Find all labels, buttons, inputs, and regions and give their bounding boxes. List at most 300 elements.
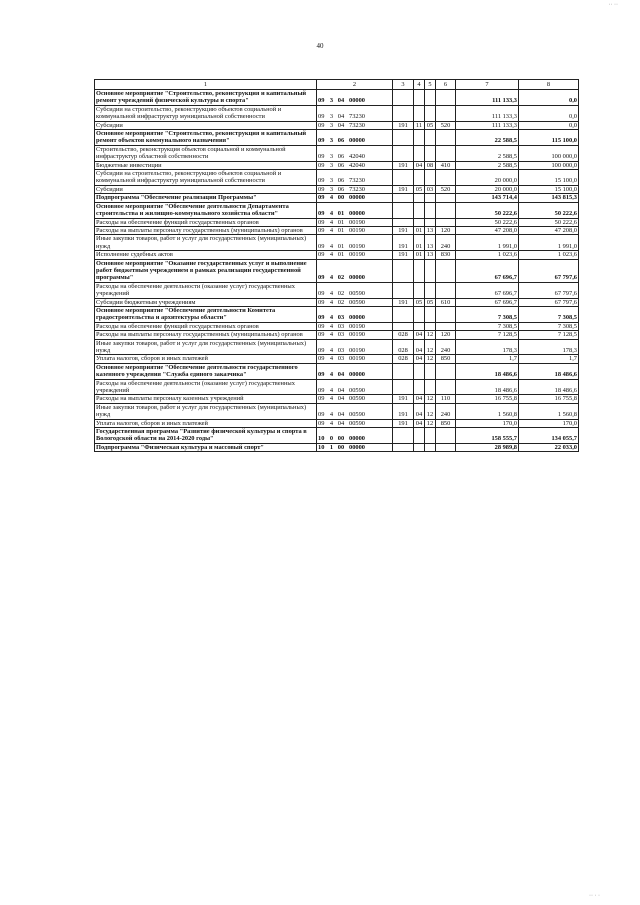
row-value-2: 0,0	[519, 105, 579, 121]
row-kosgu	[436, 322, 456, 330]
code-part: 4	[329, 290, 334, 298]
row-value-2: 67 797,6	[519, 259, 579, 282]
row-vr: 028	[393, 355, 414, 363]
code-part: 03	[337, 347, 345, 354]
row-pr	[425, 322, 436, 330]
row-name: Бюджетные инвестиции	[95, 161, 317, 169]
row-value-2: 7 308,5	[519, 322, 579, 330]
row-name: Иные закупки товаров, работ и услуг для государственных (муниципальных) нужд	[95, 235, 317, 251]
row-name: Расходы на выплаты персоналу казенных учреждений	[95, 395, 317, 403]
row-name: Основное мероприятие "Обеспечение деятельности государственного казенного учреждения "Служба единого заказчика"	[95, 363, 317, 379]
code-part: 09	[318, 97, 325, 105]
row-value-2: 15 100,0	[519, 185, 579, 193]
code-part: 01	[337, 226, 345, 234]
row-pr	[425, 218, 436, 226]
code-part: 00	[337, 435, 345, 443]
code-part: 00590	[349, 387, 365, 395]
row-kosgu: 520	[436, 121, 456, 129]
code-part: 4	[329, 226, 334, 234]
row-kosgu	[436, 379, 456, 395]
row-name: Основное мероприятие "Оказание государственных услуг и выполнение работ бюджетным учреждением в рамках реализации государственной программы"	[95, 259, 317, 282]
row-vr: 191	[393, 235, 414, 251]
code-part: 4	[329, 314, 334, 322]
row-name: Подпрограмма "Физическая культура и массовый спорт"	[95, 443, 317, 451]
row-value-2: 67 797,6	[519, 282, 579, 298]
row-value-1: 1 560,8	[456, 403, 519, 419]
row-rz: 04	[414, 339, 425, 355]
row-value-2: 1 023,6	[519, 251, 579, 259]
code-part: 00590	[349, 411, 365, 419]
row-name: Основное мероприятие "Обеспечение деятельности Департамента строительства и жилищно-коммунального хозяйства области"	[95, 202, 317, 218]
row-kosgu	[436, 363, 456, 379]
code-part: 03	[337, 314, 345, 322]
row-code	[317, 130, 393, 146]
code-part: 09	[318, 298, 325, 306]
code-part: 09	[318, 331, 325, 339]
row-pr	[425, 428, 436, 444]
code-part: 09	[318, 218, 325, 226]
row-rz	[414, 218, 425, 226]
row-value-2: 115 100,0	[519, 130, 579, 146]
row-value-1: 143 714,4	[456, 194, 519, 202]
row-pr	[425, 130, 436, 146]
code-part: 00000	[349, 274, 365, 282]
row-rz: 11	[414, 121, 425, 129]
row-vr	[393, 259, 414, 282]
row-rz: 01	[414, 226, 425, 234]
row-value-2: 50 222,6	[519, 202, 579, 218]
code-part: 09	[318, 419, 325, 427]
row-code	[317, 185, 393, 193]
code-part: 09	[318, 274, 325, 282]
row-rz	[414, 282, 425, 298]
code-part: 06	[337, 177, 345, 185]
table-row	[95, 121, 579, 129]
table-row	[95, 282, 579, 298]
code-part: 4	[329, 395, 334, 403]
row-value-1: 1,7	[456, 355, 519, 363]
code-part: 09	[318, 314, 325, 322]
row-code	[317, 105, 393, 121]
row-name: Расходы на обеспечение деятельности (оказание услуг) государственных учреждений	[95, 379, 317, 395]
code-part: 04	[337, 97, 345, 105]
code-part: 09	[318, 251, 325, 259]
row-pr	[425, 443, 436, 451]
table-row	[95, 145, 579, 161]
header-cell: 1	[95, 80, 317, 90]
row-vr	[393, 145, 414, 161]
code-part: 00000	[349, 97, 365, 105]
code-part: 3	[329, 97, 334, 105]
header-cell: 7	[456, 80, 519, 90]
row-rz	[414, 194, 425, 202]
row-value-2: 16 755,8	[519, 395, 579, 403]
code-part: 09	[318, 210, 325, 218]
code-part: 4	[329, 411, 334, 419]
table-row	[95, 170, 579, 186]
table-row	[95, 339, 579, 355]
row-name: Иные закупки товаров, работ и услуг для государственных (муниципальных) нужд	[95, 339, 317, 355]
row-rz	[414, 443, 425, 451]
row-code	[317, 161, 393, 169]
row-kosgu	[436, 194, 456, 202]
row-rz: 04	[414, 331, 425, 339]
row-name: Расходы на обеспечение функций государственных органов	[95, 218, 317, 226]
code-part: 09	[318, 387, 325, 395]
row-kosgu	[436, 282, 456, 298]
code-part: 00190	[349, 218, 365, 226]
code-part: 00000	[349, 435, 365, 443]
page-number: 40	[316, 42, 324, 50]
table-row	[95, 226, 579, 234]
code-part: 00	[337, 194, 345, 202]
row-value-1: 7 128,5	[456, 331, 519, 339]
row-pr: 13	[425, 251, 436, 259]
row-value-1: 20 000,0	[456, 185, 519, 193]
row-pr: 12	[425, 419, 436, 427]
table-row	[95, 161, 579, 169]
row-value-2: 178,3	[519, 339, 579, 355]
row-name: Подпрограмма "Обеспечение реализации Программы"	[95, 194, 317, 202]
code-part: 00000	[349, 371, 365, 379]
code-part: 00190	[349, 347, 365, 354]
table-row	[95, 259, 579, 282]
row-value-2: 18 486,6	[519, 379, 579, 395]
row-vr: 191	[393, 251, 414, 259]
row-vr	[393, 105, 414, 121]
code-part: 00190	[349, 226, 365, 234]
row-code	[317, 282, 393, 298]
row-kosgu: 240	[436, 235, 456, 251]
table-row	[95, 251, 579, 259]
row-name: Уплата налогов, сборов и иных платежей	[95, 355, 317, 363]
code-part: 01	[337, 218, 345, 226]
row-value-2: 0,0	[519, 121, 579, 129]
row-name: Строительство, реконструкция объектов социальной и коммунальной инфраструктур областной собственности	[95, 145, 317, 161]
code-part: 09	[318, 113, 325, 121]
row-rz: 04	[414, 403, 425, 419]
code-part: 00000	[349, 137, 365, 145]
row-kosgu	[436, 259, 456, 282]
row-value-1: 22 588,5	[456, 130, 519, 146]
row-kosgu: 240	[436, 339, 456, 355]
row-value-1: 28 989,8	[456, 443, 519, 451]
code-part: 4	[329, 242, 334, 250]
code-part: 4	[329, 298, 334, 306]
row-rz	[414, 202, 425, 218]
row-pr	[425, 363, 436, 379]
code-part: 4	[329, 322, 334, 330]
table-header-row	[95, 80, 579, 90]
code-part: 09	[318, 411, 325, 419]
row-value-1: 16 755,8	[456, 395, 519, 403]
code-part: 06	[337, 161, 345, 169]
row-value-2: 134 055,7	[519, 428, 579, 444]
row-code	[317, 251, 393, 259]
row-value-2: 1 991,0	[519, 235, 579, 251]
code-part: 04	[337, 395, 345, 403]
row-rz: 01	[414, 235, 425, 251]
row-code	[317, 419, 393, 427]
row-value-1: 67 696,7	[456, 298, 519, 306]
row-name: Исполнение судебных актов	[95, 251, 317, 259]
row-code	[317, 121, 393, 129]
row-pr: 08	[425, 161, 436, 169]
row-value-2: 7 128,5	[519, 331, 579, 339]
row-value-1: 50 222,6	[456, 218, 519, 226]
row-vr: 191	[393, 121, 414, 129]
table-row	[95, 90, 579, 106]
code-part: 10	[318, 435, 325, 443]
row-value-2: 47 208,0	[519, 226, 579, 234]
row-value-2: 15 100,0	[519, 170, 579, 186]
row-vr	[393, 322, 414, 330]
row-rz: 05	[414, 298, 425, 306]
row-kosgu: 110	[436, 395, 456, 403]
row-kosgu: 520	[436, 185, 456, 193]
row-vr	[393, 194, 414, 202]
code-part: 01	[337, 251, 345, 259]
table-row	[95, 105, 579, 121]
row-value-1: 20 000,0	[456, 170, 519, 186]
row-kosgu	[436, 443, 456, 451]
row-rz	[414, 145, 425, 161]
row-code	[317, 322, 393, 330]
row-code	[317, 145, 393, 161]
row-vr	[393, 130, 414, 146]
row-value-1: 50 222,6	[456, 202, 519, 218]
row-value-1: 7 308,5	[456, 306, 519, 322]
code-part: 42040	[349, 153, 365, 161]
table-row	[95, 363, 579, 379]
row-vr: 191	[393, 185, 414, 193]
table-row	[95, 403, 579, 419]
row-name: Субсидии бюджетным учреждениям	[95, 298, 317, 306]
code-part: 4	[329, 210, 334, 218]
code-part: 4	[329, 387, 334, 395]
code-part: 01	[337, 210, 345, 218]
row-pr: 12	[425, 339, 436, 355]
code-part: 09	[318, 371, 325, 379]
row-vr: 191	[393, 161, 414, 169]
row-pr	[425, 194, 436, 202]
row-vr	[393, 379, 414, 395]
row-kosgu	[436, 306, 456, 322]
code-part: 00	[337, 443, 345, 451]
row-rz	[414, 363, 425, 379]
code-part: 09	[318, 347, 325, 354]
row-value-1: 111 133,3	[456, 121, 519, 129]
row-kosgu: 120	[436, 331, 456, 339]
row-name: Основное мероприятие "Строительство, реконструкция и капитальный ремонт учреждений физической культуры и спорта"	[95, 90, 317, 106]
row-value-2: 7 308,5	[519, 306, 579, 322]
header-cell: 6	[436, 80, 456, 90]
row-value-1: 111 133,3	[456, 90, 519, 106]
row-name: Субсидии на строительство, реконструкцию объектов социальной и коммунальной инфраструктур муниципальной собственности	[95, 170, 317, 186]
row-kosgu: 850	[436, 419, 456, 427]
corner-mark-top: ·· ··	[608, 2, 618, 8]
row-rz: 04	[414, 419, 425, 427]
row-rz	[414, 259, 425, 282]
row-kosgu: 120	[436, 226, 456, 234]
row-kosgu	[436, 202, 456, 218]
code-part: 09	[318, 290, 325, 298]
row-value-1: 47 208,0	[456, 226, 519, 234]
code-part: 01	[337, 242, 345, 250]
row-value-1: 2 588,5	[456, 161, 519, 169]
row-vr	[393, 202, 414, 218]
row-pr	[425, 306, 436, 322]
code-part: 09	[318, 322, 325, 330]
code-part: 02	[337, 298, 345, 306]
row-rz	[414, 105, 425, 121]
code-part: 00190	[349, 322, 365, 330]
code-part: 4	[329, 274, 334, 282]
code-part: 00000	[349, 210, 365, 218]
row-vr	[393, 90, 414, 106]
row-code	[317, 218, 393, 226]
row-code	[317, 194, 393, 202]
code-part: 06	[337, 185, 345, 193]
code-part: 4	[329, 371, 334, 379]
row-pr: 13	[425, 226, 436, 234]
row-vr: 191	[393, 298, 414, 306]
table-row	[95, 194, 579, 202]
row-value-1: 178,3	[456, 339, 519, 355]
row-value-1: 18 486,6	[456, 379, 519, 395]
code-part: 03	[337, 355, 345, 363]
code-part: 06	[337, 137, 345, 145]
code-part: 09	[318, 194, 325, 202]
code-part: 00000	[349, 194, 365, 202]
row-vr: 191	[393, 419, 414, 427]
row-value-2: 143 815,3	[519, 194, 579, 202]
row-code	[317, 202, 393, 218]
code-part: 00190	[349, 242, 365, 250]
row-rz: 04	[414, 355, 425, 363]
row-value-1: 1 023,6	[456, 251, 519, 259]
row-code	[317, 428, 393, 444]
row-code	[317, 298, 393, 306]
header-cell: 4	[414, 80, 425, 90]
row-name: Субсидии	[95, 121, 317, 129]
code-part: 4	[329, 331, 334, 339]
row-pr	[425, 259, 436, 282]
row-name: Субсидии	[95, 185, 317, 193]
row-name: Государственная программа "Развитие физической культуры и спорта в Вологодской области на 2014-2020 годы"	[95, 428, 317, 444]
code-part: 4	[329, 194, 334, 202]
code-part: 04	[337, 387, 345, 395]
code-part: 09	[318, 242, 325, 250]
row-rz	[414, 306, 425, 322]
row-value-2: 100 000,0	[519, 161, 579, 169]
code-part: 00590	[349, 395, 365, 403]
row-value-1: 67 696,7	[456, 259, 519, 282]
row-pr: 05	[425, 298, 436, 306]
header-cell: 8	[519, 80, 579, 90]
code-part: 0	[329, 435, 334, 443]
row-name: Расходы на обеспечение деятельности (оказание услуг) государственных учреждений	[95, 282, 317, 298]
row-value-1: 1 991,0	[456, 235, 519, 251]
row-code	[317, 339, 393, 355]
row-kosgu	[436, 145, 456, 161]
code-part: 09	[318, 121, 325, 129]
table-row	[95, 331, 579, 339]
row-pr	[425, 282, 436, 298]
code-part: 3	[329, 177, 334, 185]
row-vr: 191	[393, 226, 414, 234]
row-vr	[393, 363, 414, 379]
row-code	[317, 403, 393, 419]
row-kosgu	[436, 90, 456, 106]
code-part: 00190	[349, 355, 365, 363]
row-name: Расходы на выплаты персоналу государственных (муниципальных) органов	[95, 331, 317, 339]
row-rz	[414, 379, 425, 395]
code-part: 42040	[349, 161, 365, 169]
code-part: 02	[337, 290, 345, 298]
row-code	[317, 395, 393, 403]
code-part: 73230	[349, 113, 365, 121]
code-part: 04	[337, 411, 345, 419]
code-part: 3	[329, 113, 334, 121]
row-name: Основное мероприятие "Обеспечение деятельности Комитета градостроительства и архитектуры области"	[95, 306, 317, 322]
row-kosgu: 830	[436, 251, 456, 259]
table-row	[95, 419, 579, 427]
row-code	[317, 259, 393, 282]
row-name: Основное мероприятие "Строительство, реконструкция и капитальный ремонт объектов коммунального назначения"	[95, 130, 317, 146]
table-row	[95, 202, 579, 218]
code-part: 1	[329, 443, 334, 451]
row-value-2: 1 560,8	[519, 403, 579, 419]
row-value-1: 67 696,7	[456, 282, 519, 298]
header-cell: 3	[393, 80, 414, 90]
code-part: 00590	[349, 298, 365, 306]
row-rz	[414, 322, 425, 330]
row-code	[317, 443, 393, 451]
code-part: 4	[329, 251, 334, 259]
row-code	[317, 331, 393, 339]
code-part: 04	[337, 419, 345, 427]
code-part: 04	[337, 121, 345, 129]
code-part: 06	[337, 153, 345, 161]
row-code	[317, 306, 393, 322]
row-pr	[425, 90, 436, 106]
row-rz	[414, 90, 425, 106]
table-row	[95, 443, 579, 451]
code-part: 09	[318, 355, 325, 363]
row-vr: 191	[393, 395, 414, 403]
row-pr: 13	[425, 235, 436, 251]
row-vr	[393, 306, 414, 322]
table-row	[95, 235, 579, 251]
row-pr	[425, 379, 436, 395]
row-name: Иные закупки товаров, работ и услуг для государственных (муниципальных) нужд	[95, 403, 317, 419]
row-kosgu: 850	[436, 355, 456, 363]
code-part: 4	[329, 419, 334, 427]
row-value-1: 18 486,6	[456, 363, 519, 379]
table-row	[95, 428, 579, 444]
row-code	[317, 90, 393, 106]
row-pr: 12	[425, 403, 436, 419]
corner-mark-bottom: ·· · ·	[589, 893, 600, 899]
table-row	[95, 218, 579, 226]
row-value-1: 158 555,7	[456, 428, 519, 444]
row-kosgu: 610	[436, 298, 456, 306]
row-value-1: 2 588,5	[456, 145, 519, 161]
code-part: 00590	[349, 419, 365, 427]
code-part: 09	[318, 153, 325, 161]
budget-table	[94, 79, 579, 452]
